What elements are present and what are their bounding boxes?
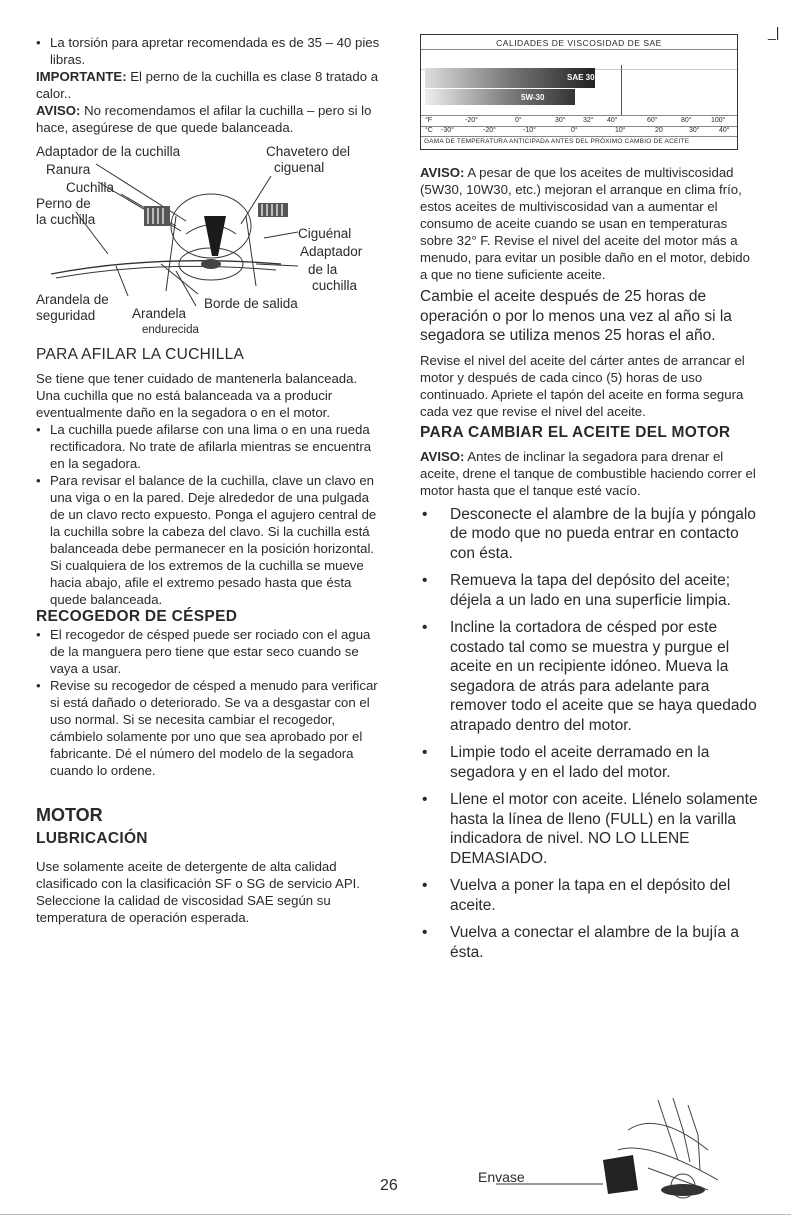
oil-step: • Incline la cortadora de césped por este costado tal como se muestra y purgue el aceite en un recipiente idóneo. Mueva la segadora de atrás para adelante para remover todo el aceite que se haya quedado atrapado dentro del motor. bbox=[420, 618, 760, 735]
label-lock-washer-2: seguridad bbox=[36, 308, 96, 323]
c-tick: -30° bbox=[441, 127, 454, 134]
blade-key bbox=[204, 216, 226, 256]
f-tick: 60° bbox=[647, 117, 658, 124]
chart-footer: GAMA DE TEMPERATURA ANTICIPADA ANTES DEL PRÓXIMO CAMBIO DE ACEITE bbox=[424, 138, 690, 145]
corner-mark: _| bbox=[768, 24, 780, 40]
viscosity-chart bbox=[420, 34, 738, 150]
motor-heading: MOTOR bbox=[36, 805, 103, 825]
label-adapter-r1: Adaptador bbox=[300, 244, 363, 259]
label-blade-adapter: Adaptador de la cuchilla bbox=[36, 144, 181, 159]
catcher-heading: RECOGEDOR DE CÉSPED bbox=[36, 608, 238, 625]
f-tick: 30° bbox=[555, 117, 566, 124]
f-tick: 100° bbox=[711, 117, 726, 124]
f-tick: 0° bbox=[515, 117, 522, 124]
c-tick: 20 bbox=[655, 127, 663, 134]
catcher-list bbox=[36, 626, 381, 779]
left-column bbox=[36, 34, 381, 926]
label-keyway-1: Chavetero del bbox=[266, 144, 351, 159]
drain-notice bbox=[420, 448, 760, 499]
c-tick: 30° bbox=[689, 127, 700, 134]
c-tick: 0° bbox=[571, 127, 578, 134]
lubrication-text: Use solamente aceite de detergente de alta calidad clasificado con la clasificación SF o SG de servicio API. Seleccione la calidad de viscosidad SAE según su temperatura de operación esperada. bbox=[36, 859, 360, 925]
label-hardened-washer-1: Arandela bbox=[132, 306, 187, 321]
f-tick: 32° bbox=[583, 117, 594, 124]
label-keyway-2: ciguenal bbox=[274, 160, 325, 175]
chart-title: CALIDADES DE VISCOSIDAD DE SAE bbox=[496, 38, 662, 48]
torque-list bbox=[36, 34, 381, 68]
oil-step: • Desconecte el alambre de la bujía y póngalo de modo que no pueda entrar en contacto con ésta. bbox=[420, 505, 760, 564]
f-tick: 40° bbox=[607, 117, 618, 124]
label-container: Envase bbox=[478, 1169, 525, 1185]
c-tick: -20° bbox=[483, 127, 496, 134]
notice1-label: AVISO: bbox=[420, 165, 465, 180]
sharpen-item: • Para revisar el balance de la cuchilla, clave un clavo en una viga o en la pared. Deje alrededor de una pulgada de un clavo recto expuesto. Ponga el agujero central de la cuchilla sobre la cabeza del clavo. Si la cuchilla está balanceada debe permanecer en la posición horizontal. Si cualquiera de los extremos de la cuchilla se mueve hacia abajo, afile el extremo pesado hasta que ésta quede balanceada. bbox=[36, 472, 381, 608]
notice1-text: A pesar de que los aceites de multiviscosidad (5W30, 10W30, etc.) mejoran el arranque en clima frío, estos aceites de multiviscosidad van a aumentar el consumo de aceite cuando se usan en temperaturas sobre 32° F. Revise el nivel del aceite del motor más a menudo, para evitar un posible daño en el motor, debido a que no tiene suficiente aceite. bbox=[420, 165, 750, 282]
oil-step: • Limpie todo el aceite derramado en la segadora y en el lado del motor. bbox=[420, 743, 760, 782]
sharpen-notice bbox=[36, 102, 381, 136]
label-bolt-1: Perno de bbox=[36, 196, 91, 211]
important-text: El perno de la cuchilla es clase 8 tratado a calor.. bbox=[36, 69, 379, 101]
oil-step: • Llene el motor con aceite. Llénelo solamente hasta la línea de lleno (FULL) en la varilla indicadora de nivel. NO LO LLENE DEMASIADO. bbox=[420, 790, 760, 868]
notice2-text: Antes de inclinar la segadora para drenar el aceite, drene el tanque de combustible haciendo correr el motor hasta que el tanque esté vacío. bbox=[420, 448, 756, 498]
f-tick: 80° bbox=[681, 117, 692, 124]
multiviscosity-notice bbox=[420, 164, 760, 283]
c-tick: 10° bbox=[615, 127, 626, 134]
f-tick: -20° bbox=[465, 117, 478, 124]
page-number: 26 bbox=[380, 1177, 398, 1194]
label-blade: Cuchilla bbox=[66, 180, 115, 195]
right-column bbox=[420, 34, 760, 962]
c-tick: 40° bbox=[719, 127, 730, 134]
notice-label: AVISO: bbox=[36, 103, 81, 118]
notice2-label: AVISO: bbox=[420, 448, 465, 464]
label-lock-washer-1: Arandela de bbox=[36, 292, 109, 307]
oil-change-steps bbox=[420, 505, 760, 963]
sharpen-list bbox=[36, 421, 381, 608]
important-note bbox=[36, 68, 381, 102]
catcher-item: • Revise su recogedor de césped a menudo para verificar si está dañado o deteriorado. Se va a desgastar con el uso normal. Si se necesita cambiar el recogedor, cámbielo solamente por uno que sea aprobado por el fabricante. Dé el número del modelo de la segadora cuando lo ordene. bbox=[36, 677, 381, 779]
bar-sae30-label: SAE 30 bbox=[567, 73, 595, 82]
label-hardened-washer-2: endurecida bbox=[142, 324, 199, 336]
check-level-text: Revise el nivel del aceite del cárter antes de arrancar el motor y después de cada cinco (5) horas de uso continuado. Apriete el tapón del aceite en forma segura cada vez que revise el nivel del aceite. bbox=[420, 352, 745, 419]
change-oil-heading: PARA CAMBIAR EL ACEITE DEL MOTOR bbox=[420, 423, 731, 441]
label-bolt-2: la cuchilla bbox=[36, 212, 96, 227]
lubrication-heading: LUBRICACIÓN bbox=[36, 830, 148, 847]
notice-text: No recomendamos el afilar la cuchilla – pero si lo hace, asegúrese de que quede balanceada. bbox=[36, 103, 372, 135]
sharpen-intro: Se tiene que tener cuidado de mantenerla balanceada. Una cuchilla que no está balanceada va a producir eventualmente daño en la segadora o en el motor. bbox=[36, 371, 358, 420]
c-tick: -10° bbox=[523, 127, 536, 134]
f-tick: °F bbox=[425, 117, 433, 124]
sharpen-heading: PARA AFILAR LA CUCHILLA bbox=[36, 346, 245, 363]
label-adapter-r3: cuchilla bbox=[312, 278, 358, 293]
oil-step: • Vuelva a conectar el alambre de la bujía a ésta. bbox=[420, 923, 760, 962]
important-label: IMPORTANTE: bbox=[36, 69, 127, 84]
label-slot: Ranura bbox=[46, 162, 91, 177]
oil-step: • Remueva la tapa del depósito del aceite; déjela a un lado en una superficie limpia. bbox=[420, 571, 760, 610]
label-adapter-r2: de la bbox=[308, 262, 338, 277]
change-interval-text: Cambie el aceite después de 25 horas de operación o por lo menos una vez al año si la segadora se utiliza menos 25 horas el año. bbox=[420, 288, 732, 344]
oil-drain-illustration bbox=[478, 1090, 738, 1200]
torque-bullet: • La torsión para apretar recomendada es de 35 – 40 pies libras. bbox=[36, 34, 381, 68]
oil-step: • Vuelva a poner la tapa en el depósito del aceite. bbox=[420, 876, 760, 915]
label-trailing-edge: Borde de salida bbox=[204, 296, 298, 311]
sharpen-item: • La cuchilla puede afilarse con una lima o en una rueda rectificadora. No trate de afilarla mientras se encuentra en la segadora. bbox=[36, 421, 381, 472]
bottom-rule bbox=[0, 1214, 791, 1215]
oil-container-icon bbox=[603, 1155, 638, 1194]
label-crankshaft: Ciguénal bbox=[298, 226, 352, 241]
c-tick: °C bbox=[425, 127, 433, 134]
bar-5w30-label: 5W-30 bbox=[521, 93, 545, 102]
bar-5w30 bbox=[425, 89, 575, 105]
catcher-item: • El recogedor de césped puede ser rociado con el agua de la manguera pero tiene que estar seco cuando se vaya a usar. bbox=[36, 626, 381, 677]
blade-diagram bbox=[36, 144, 381, 336]
